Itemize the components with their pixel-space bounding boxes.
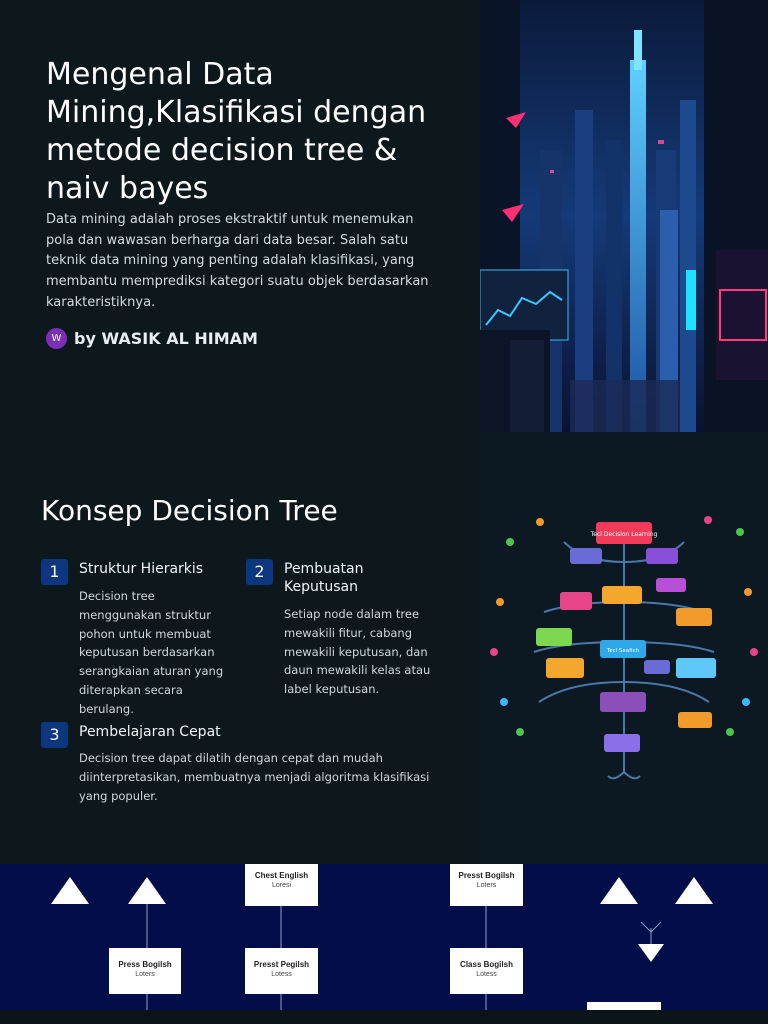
decision-tree-text — [0, 432, 480, 864]
tree-card — [109, 948, 181, 994]
triangle-node — [675, 877, 713, 904]
triangle-node — [128, 877, 166, 904]
concept-body: Setiap node dalam tree mewakili fitur, cabang mewakili keputusan, dan daun mewakili kelas atau label keputusan. — [284, 607, 431, 697]
card-title: Chest English — [254, 871, 309, 880]
tree-card — [245, 948, 318, 994]
root-node-label: Tecl Decision Learning — [590, 531, 658, 538]
city-skyline-image — [480, 0, 768, 432]
triangle-node — [51, 877, 89, 904]
page-title: Mengenal Data Mining,Klasifikasi dengan metode decision tree & naiv bayes — [46, 57, 427, 206]
decision-tree-illustration — [480, 432, 768, 864]
concept-heading: Pembelajaran Cepat — [79, 724, 221, 740]
tree-card — [245, 864, 318, 906]
card-title: Press Bogilsh — [118, 960, 172, 969]
bottom-bar — [0, 1010, 768, 1024]
concept-body: Decision tree menggunakan struktur pohon untuk membuat keputusan berdasarkan serangkaian aturan yang diterapkan secara berulang. — [79, 589, 224, 716]
section-title: Konsep Decision Tree — [41, 494, 338, 527]
card-subtitle: Lotess — [476, 971, 497, 978]
number-badge: 1 — [41, 559, 68, 585]
concept-body: Decision tree dapat dilatih dengan cepat dan mudah diinterpretasikan, membuatnya menjadi algoritma klasifikasi yang populer. — [79, 751, 430, 803]
number-badge: 3 — [41, 722, 68, 748]
tree-card — [450, 864, 523, 906]
down-triangle-node — [638, 944, 664, 962]
decision-tree-slide — [0, 432, 768, 864]
card-title: Class Bogilsh — [460, 960, 513, 969]
concept-item — [41, 559, 241, 719]
tall-tower — [630, 60, 646, 432]
title-slide — [0, 0, 768, 432]
avatar: W — [46, 328, 67, 349]
card-subtitle: Loresi — [271, 882, 292, 889]
title-slide-text — [0, 0, 480, 432]
triangle-node — [600, 877, 638, 904]
card-subtitle: Lotess — [271, 971, 292, 978]
concept-heading: Struktur Hierarkis — [79, 561, 204, 577]
tree-card — [450, 948, 523, 994]
number-badge: 2 — [246, 559, 273, 585]
intro-description: Data mining adalah proses ekstraktif untuk menemukan pola dan wawasan berharga dari data besar. Salah satu teknik data mining yang penting adalah klasifikasi, yang membantu memprediksi kategori suatu objek berdasarkan karakteristiknya. — [46, 212, 429, 310]
concept-item — [41, 722, 461, 822]
middle-node-label: Tecl Seafich — [606, 648, 640, 654]
author-name: by WASIK AL HIMAM — [74, 328, 258, 348]
card-subtitle: Loters — [135, 971, 155, 978]
concept-item — [246, 559, 446, 719]
tree-diagram-slide — [0, 864, 768, 1010]
card-title: Presst Bogilsh — [458, 871, 515, 880]
author-row — [46, 328, 440, 349]
card-subtitle: Loters — [476, 882, 497, 889]
card-title: Presst Pegilsh — [253, 960, 310, 969]
concept-heading: Pembuatan Keputusan — [284, 561, 364, 595]
